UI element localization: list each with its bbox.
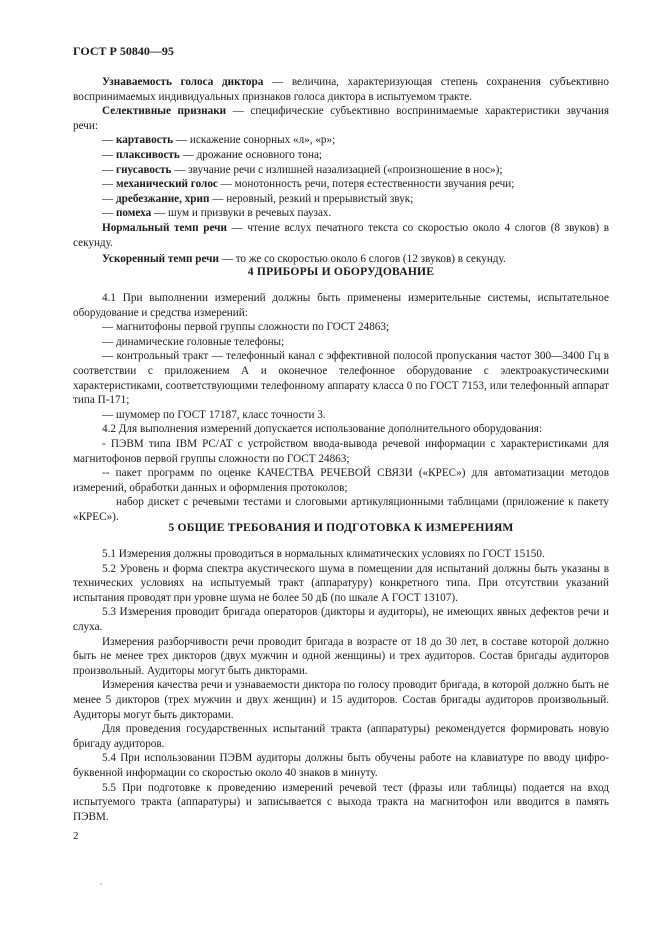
- definition-normal-tempo: [73, 221, 609, 250]
- paragraph-5-3: 5.3 Измерения проводит бригада операторов (дикторы и аудиторы), не имеющих явных дефектов речи и слуха.: [73, 606, 609, 633]
- paragraph-5-2: 5.2 Уровень и форма спектра акустического шума в помещении для испытаний должны быть указаны в технических условиях на испытуемый тракт (аппаратуру) конкретного типа. При отсутствии указаний испытания проводят при уровне шума не более 50 дБ (по шкале А ГОСТ 13107).: [73, 562, 609, 604]
- list-item: — дребезжание, хрип — неровный, резкий и прерывистый звук;: [102, 192, 414, 205]
- definition-text: — специфические субъективно воспринимаемые характеристики звучания речи:: [73, 105, 609, 132]
- list-item-text: — шум и призвуки в речевых паузах.: [151, 207, 332, 220]
- list-item: — помеха — шум и призвуки в речевых паузах.: [102, 207, 332, 220]
- definition-term: Узнаваемость голоса диктора: [102, 76, 264, 88]
- list-item-text: — монотонность речи, потеря естественности звучания речи;: [217, 178, 515, 191]
- list-item: набор дискет с речевыми тестами и слоговыми артикуляционными таблицами (приложение к пакету «КРЕС»).: [73, 496, 609, 523]
- section-4-body: [73, 291, 609, 525]
- list-item-term: дребезжание, хрип: [115, 192, 210, 205]
- list-item-term: плаксивость: [115, 148, 180, 161]
- definition-term: Ускоренный темп речи: [102, 253, 219, 266]
- definition-selective-features: [73, 104, 609, 133]
- list-item: — контрольный тракт — телефонный канал с эффективной полосой пропускания частот 300—3400 Гц в соответствии с приложением А и оконечное телефонное оборудование с электроакустическими характеристиками, соответствующими телефонному аппарату класса 0 по ГОСТ 7153, или телефонный аппарат типа П-171;: [73, 350, 609, 407]
- definition-text: — то же со скоростью около 6 слогов (12 звуков) в секунду.: [218, 253, 506, 266]
- list-item: -- пакет программ по оценке КАЧЕСТВА РЕЧЕВОЙ СВЯЗИ («КРЕС») для автоматизации методов измерений, обработки данных и оформления протоколов;: [73, 467, 609, 494]
- paragraph-state-tests: Для проведения государственных испытаний тракта (аппаратуры) рекомендуется формировать новую бригаду аудиторов.: [73, 723, 609, 750]
- scan-speck: [100, 883, 102, 885]
- definition-text: — величина, характеризующая степень сохранения субъективно воспринимаемых индивидуальных признаков голоса диктора в испытуемом тракте.: [73, 76, 609, 103]
- paragraph-4-2: 4.2 Для выполнения измерений допускается использование дополнительного оборудования:: [102, 423, 542, 436]
- section-5-body: [73, 547, 609, 824]
- list-item: — магнитофоны первой группы сложности по ГОСТ 24863;: [102, 321, 390, 334]
- page-number: 2: [73, 830, 79, 842]
- section-4-title: 4 ПРИБОРЫ И ОБОРУДОВАНИЕ: [247, 265, 435, 278]
- definition-term: Нормальный темп речи: [102, 221, 227, 234]
- definition-term: Селективные признаки: [102, 105, 227, 118]
- list-item: — шумомер по ГОСТ 17187, класс точности 3.: [102, 408, 326, 421]
- definition-voice-recognizability: [73, 75, 609, 104]
- paragraph-4-1: 4.1 При выполнении измерений должны быть применены измерительные системы, испытательное оборудование и средства измерений:: [73, 292, 609, 319]
- list-item: — механический голос — монотонность речи, потеря естественности звучания речи;: [102, 178, 515, 191]
- paragraph-5-5: 5.5 При подготовке к проведению измерений речевой тест (фразы или таблицы) подается на вход испытуемого тракта (аппаратуры) и записывается с выхода тракта на магнитофон или вводится в память ПЭВМ.: [73, 781, 609, 823]
- definition-text: — чтение вслух печатного текста со скоростью около 4 слогов (8 звуков) в секунду.: [73, 221, 609, 249]
- list-item: — динамические головные телефоны;: [102, 335, 285, 348]
- list-item-text: — дрожание основного тона;: [179, 148, 323, 161]
- list-item-term: картавость: [115, 134, 174, 147]
- list-item-term: механический голос: [115, 178, 218, 191]
- section-5-title: 5 ОБЩИЕ ТРЕБОВАНИЯ И ПОДГОТОВКА К ИЗМЕРЕНИЯМ: [168, 521, 514, 534]
- definitions-block: [73, 75, 609, 267]
- list-item-text: — неровный, резкий и прерывистый звук;: [209, 192, 414, 205]
- paragraph-5-4: 5.4 При использовании ПЭВМ аудиторы должны быть обучены работе на клавиатуре по вводу цифро-буквенной информации со скоростью около 40 знаков в минуту.: [73, 752, 609, 779]
- paragraph-5-1: 5.1 Измерения должны проводиться в нормальных климатических условиях по ГОСТ 15150.: [102, 548, 545, 560]
- list-item: - ПЭВМ типа IBM PC/AT с устройством ввода-вывода речевой информации с характеристиками для магнитофонов первой группы сложности по ГОСТ 24863;: [73, 437, 609, 465]
- list-item: — плаксивость — дрожание основного тона;: [102, 148, 323, 161]
- paragraph-quality-team: Измерения качества речи и узнаваемости диктора по голосу проводит бригада, в которой должно быть не менее 5 дикторов (трех мужчин и двух женщин) и 15 аудиторов. Состав бригады аудиторов произвольный. Аудиторы могут быть дикторами.: [73, 679, 609, 721]
- standard-code-header: ГОСТ Р 50840—95: [73, 44, 174, 58]
- paragraph-intelligibility-team: Измерения разборчивости речи проводит бригада в возрасте от 18 до 30 лет, в составе которой должно быть не менее трех дикторов (двух мужчин и одной женщины) и трех аудиторов. Состав бригады аудиторов произвольный. Аудиторы могут быть дикторами.: [73, 635, 609, 677]
- list-item-term: гнусавость: [115, 163, 172, 176]
- list-item-text: — искажение сонорных «л», «р»;: [173, 134, 336, 147]
- list-item: — картавость — искажение сонорных «л», «р»;: [102, 134, 336, 147]
- list-item-term: помеха: [115, 207, 152, 220]
- list-item: — гнусавость — звучание речи с излишней назализацией («произношение в нос»);: [102, 163, 503, 176]
- list-item-text: — звучание речи с излишней назализацией («произношение в нос»);: [171, 163, 503, 176]
